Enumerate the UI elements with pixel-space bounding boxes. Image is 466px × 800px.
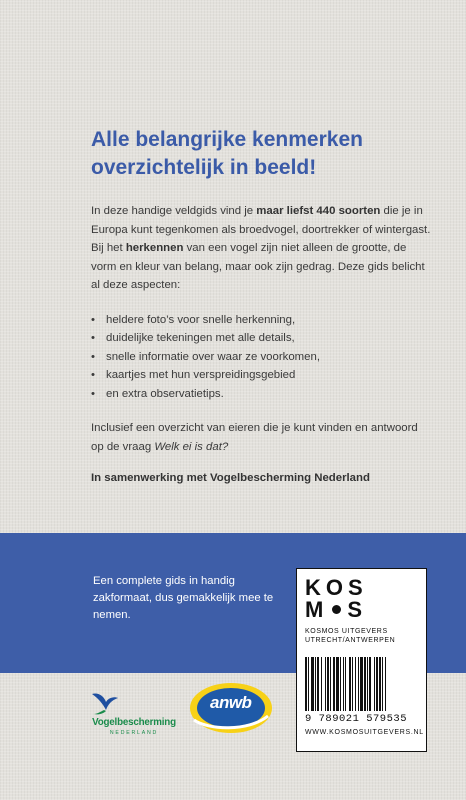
publisher-line1: KOSMOS UITGEVERS [305,628,388,635]
band-text: Een complete gids in handig zakformaat, dus gemakkelijk mee te nemen. [93,575,274,621]
partnership-line: In samenwerking met Vogelbescherming Nederland [91,472,370,484]
vogelbescherming-sub: NEDERLAND [109,730,159,736]
publisher-url: WWW.KOSMOSUITGEVERS.NL [305,729,424,736]
anwb-wordmark: anwb [210,693,252,712]
eggs-paragraph [91,419,431,456]
feature-list [91,311,431,404]
publisher-line2: UTRECHT/ANTWERPEN [305,637,396,644]
eggs-text: Inclusief een overzicht van eieren die je kunt vinden en antwoord op de vraag [91,422,418,453]
headline-line1: Alle belangrijke kenmerken [91,128,363,151]
publisher-name [305,627,395,645]
list-item: • heldere foto’s voor snelle herkenning, [91,311,431,330]
list-item: • snelle informatie over waar ze voorkomen, [91,348,431,367]
vogelbescherming-name: Vogelbescherming [92,717,176,728]
publisher-barcode-box [296,568,427,752]
kosmos-logo-s: S [347,597,368,622]
kosmos-logo-m: M [305,597,329,622]
intro-bold-herkennen: herkennen [125,242,184,254]
headline [91,126,431,182]
anwb-logo [188,680,274,736]
kosmos-logo [305,577,368,621]
intro-text-2: die je in Europa kunt tegenkomen als broedvogel, doortrekker of wintergast. Bij het [91,205,431,254]
intro-paragraph [91,202,431,295]
isbn-number: 9 789021 579535 [305,713,408,725]
intro-text-3: van een vogel zijn niet alleen de grootte, de vorm en kleur van belang, maar ook zijn gedrag. Deze gids belicht al deze aspecten: [91,242,425,291]
list-item: • kaartjes met hun verspreidingsgebied [91,366,431,385]
eggs-question: Welk ei is dat? [154,440,229,453]
intro-bold-species: maar liefst 440 soorten [256,205,381,217]
headline-line2: overzichtelijk in beeld! [91,156,317,179]
back-cover-text [91,126,431,484]
intro-text-1: In deze handige veldgids vind je [91,205,257,217]
barcode-icon [305,657,417,711]
list-item: • en extra observatietips. [91,385,431,404]
bird-icon [90,690,120,716]
vogelbescherming-logo [88,690,180,740]
list-item: • duidelijke tekeningen met alle details, [91,329,431,348]
kosmos-dot-icon [332,605,341,614]
kosmos-logo-row1: KOS [305,575,368,600]
